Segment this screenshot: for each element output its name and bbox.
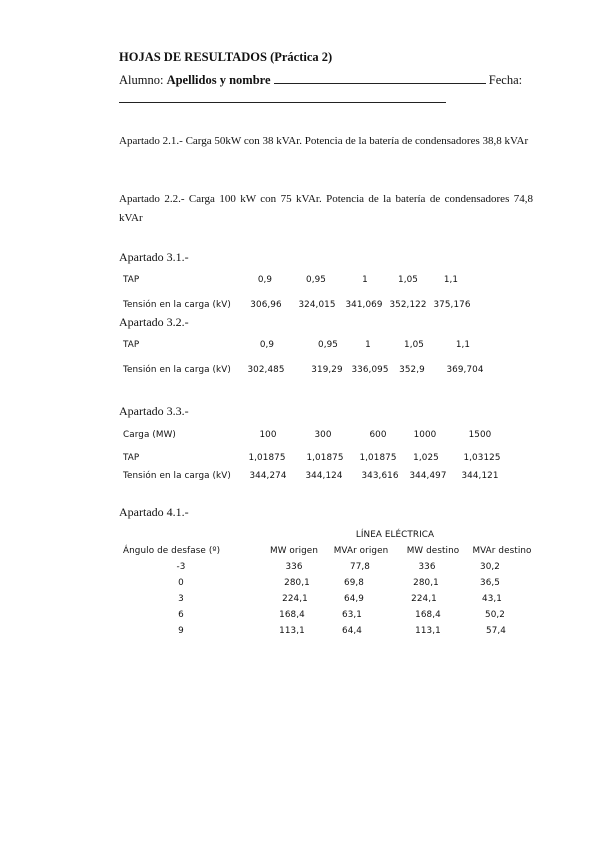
cell: 63,1 <box>342 610 362 620</box>
cell: 43,1 <box>482 594 502 604</box>
cell: 113,1 <box>279 626 305 636</box>
cell: 64,9 <box>344 594 364 604</box>
column-header-mvar-destino: MVAr destino <box>472 546 532 556</box>
section-3-1-heading: Apartado 3.1.- <box>119 250 189 264</box>
cell: 1 <box>362 275 368 285</box>
cell: 9 <box>178 626 184 636</box>
cell: 168,4 <box>279 610 305 620</box>
cell: 319,29 <box>311 365 343 375</box>
cell: 57,4 <box>486 626 506 636</box>
cell: 1,01875 <box>248 453 286 463</box>
cell: 0,95 <box>306 275 326 285</box>
cell: 0 <box>178 578 184 588</box>
cell: 1,05 <box>404 340 424 350</box>
cell: 64,4 <box>342 626 362 636</box>
cell: 69,8 <box>344 578 364 588</box>
cell: 50,2 <box>485 610 505 620</box>
cell: 306,96 <box>250 300 282 310</box>
name-underline <box>274 72 486 84</box>
cell: 1,05 <box>398 275 418 285</box>
cell: 0,9 <box>259 340 275 350</box>
alumno-label: Alumno: <box>119 73 164 87</box>
cell: 336 <box>418 562 436 572</box>
cell: 30,2 <box>480 562 500 572</box>
cell: -3 <box>176 562 186 572</box>
cell: 1 <box>365 340 371 350</box>
cell: 3 <box>178 594 184 604</box>
alumno-field-label: Apellidos y nombre <box>166 73 271 87</box>
cell: 300 <box>314 430 332 440</box>
cell: 336,095 <box>351 365 389 375</box>
cell: 1,01875 <box>306 453 344 463</box>
table-3-1-voltage-label: Tensión en la carga (kV) <box>123 300 231 310</box>
column-header-mvar-origen: MVAr origen <box>333 546 389 556</box>
cell: 224,1 <box>282 594 308 604</box>
cell: 280,1 <box>413 578 439 588</box>
cell: 100 <box>259 430 277 440</box>
cell: 344,497 <box>409 471 447 481</box>
cell: 344,124 <box>305 471 343 481</box>
cell: 343,616 <box>361 471 399 481</box>
cell: 375,176 <box>433 300 471 310</box>
table-3-2-voltage-label: Tensión en la carga (kV) <box>123 365 231 375</box>
cell: 341,069 <box>345 300 383 310</box>
cell: 6 <box>178 610 184 620</box>
cell: 1,1 <box>443 275 459 285</box>
cell: 0,9 <box>257 275 273 285</box>
cell: 1,01875 <box>359 453 397 463</box>
table-3-1-tap-label: TAP <box>123 275 140 285</box>
cell: 369,704 <box>446 365 484 375</box>
table-3-3-load-label: Carga (MW) <box>123 430 176 440</box>
cell: 1000 <box>413 430 437 440</box>
column-header-mw-destino: MW destino <box>406 546 460 556</box>
cell: 280,1 <box>284 578 310 588</box>
student-line <box>119 72 522 88</box>
column-header-mw-origen: MW origen <box>270 546 318 556</box>
cell: 324,015 <box>298 300 336 310</box>
section-2-1: Apartado 2.1.- Carga 50kW con 38 kVAr. Potencia de la batería de condensadores 38,8 kVAr <box>119 135 529 147</box>
table-3-2-tap-label: TAP <box>123 340 140 350</box>
cell: 352,9 <box>399 365 425 375</box>
group-header-linea-electrica: LÍNEA ELÉCTRICA <box>355 530 435 540</box>
column-header-angle: Ángulo de desfase (º) <box>123 546 221 556</box>
cell: 224,1 <box>411 594 437 604</box>
table-3-3-tap-label: TAP <box>123 453 140 463</box>
cell: 302,485 <box>247 365 285 375</box>
section-3-3-heading: Apartado 3.3.- <box>119 404 189 418</box>
cell: 113,1 <box>415 626 441 636</box>
section-3-2-heading: Apartado 3.2.- <box>119 315 189 329</box>
cell: 1500 <box>468 430 492 440</box>
cell: 352,122 <box>389 300 427 310</box>
cell: 600 <box>369 430 387 440</box>
fecha-label: Fecha: <box>488 73 523 87</box>
cell: 1,03125 <box>463 453 501 463</box>
section-4-1-heading: Apartado 4.1.- <box>119 505 189 519</box>
cell: 1,1 <box>455 340 471 350</box>
cell: 344,121 <box>461 471 499 481</box>
cell: 168,4 <box>415 610 441 620</box>
date-underline <box>119 102 446 103</box>
cell: 344,274 <box>249 471 287 481</box>
cell: 77,8 <box>350 562 370 572</box>
cell: 36,5 <box>480 578 500 588</box>
cell: 336 <box>285 562 303 572</box>
section-2-2: Apartado 2.2.- Carga 100 kW con 75 kVAr. Potencia de la batería de condensadores 74,8 kVAr <box>119 193 533 224</box>
table-3-3-voltage-label: Tensión en la carga (kV) <box>123 471 231 481</box>
cell: 1,025 <box>413 453 439 463</box>
cell: 0,95 <box>318 340 338 350</box>
page-title: HOJAS DE RESULTADOS (Práctica 2) <box>119 50 333 64</box>
